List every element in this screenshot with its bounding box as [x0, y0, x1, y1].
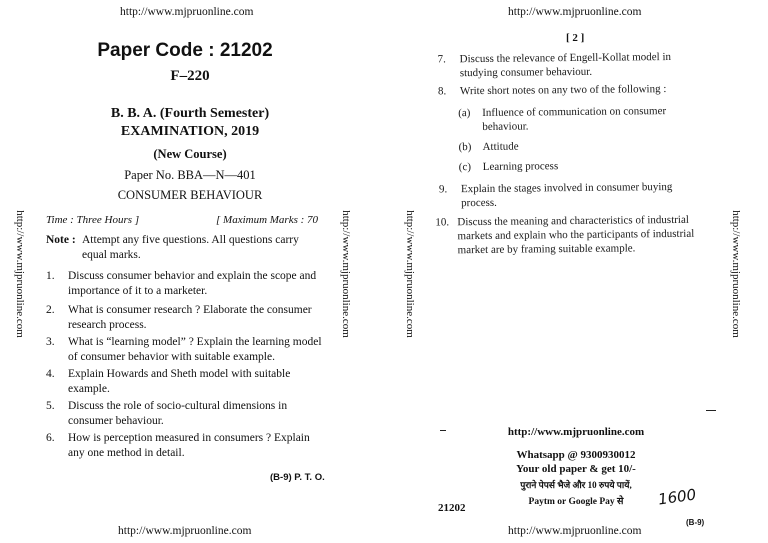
sub-item-label: (b) [458, 141, 472, 154]
question-number: 1. [46, 270, 55, 282]
question-10 [435, 213, 725, 257]
right-footer-code: 21202 [438, 502, 466, 514]
question-number: 2. [46, 304, 55, 316]
promo-hindi: पुराने पेपर्स भैजे और 10 रुपये पायें, [520, 480, 632, 490]
sub-item-text: Influence of communication on consumer [482, 105, 667, 119]
question-text-line: How is perception measured in consumers ? Explain [68, 432, 310, 444]
question-text-line: example. [68, 383, 110, 395]
sub-item-b [458, 138, 729, 154]
sub-item-text: behaviour. [482, 120, 529, 133]
question-number: 9. [438, 183, 448, 196]
note-label: Note : [46, 234, 76, 246]
question-number: 10. [435, 216, 450, 229]
question-text-line: Discuss the relevance of Engell-Kollat model in [459, 50, 672, 66]
question-text-line: importance of it to a marketer. [68, 285, 208, 297]
sub-item-text: Attitude [482, 140, 519, 153]
right-footer-series: (B-9) [686, 518, 705, 527]
course-title: B. B. A. (Fourth Semester) [110, 106, 270, 121]
question-number: 3. [46, 336, 55, 348]
course-type: (New Course) [153, 147, 227, 161]
promo-offer: Your old paper & get 10/- [516, 463, 636, 475]
question-number: 7. [437, 53, 446, 66]
question-number: 6. [46, 432, 55, 444]
question-9 [438, 180, 729, 210]
question-text-line: market are by framing suitable example. [457, 242, 636, 257]
question-number: 8. [437, 85, 447, 98]
bottom-url-left: http://www.mjpruonline.com [118, 525, 252, 537]
bottom-url-right: http://www.mjpruonline.com [508, 525, 642, 537]
question-text-line: Write short notes on any two of the following : [459, 83, 667, 98]
question-8 [437, 82, 728, 98]
side-url-far-left: http://www.mjpruonline.com [14, 210, 26, 338]
question-number: 4. [46, 368, 55, 380]
question-7 [437, 50, 728, 80]
sub-item-label: (c) [458, 161, 472, 174]
left-footer-code: (B-9) P. T. O. [270, 472, 325, 483]
exam-title: EXAMINATION, 2019 [120, 124, 260, 139]
question-text-line: of consumer behavior with suitable example. [68, 351, 275, 363]
paper-code: Paper Code : 21202 [97, 40, 273, 61]
time-label: Time : Three Hours ] [46, 214, 140, 226]
sub-item-a [458, 104, 728, 133]
question-text-line: studying consumer behaviour. [459, 65, 593, 80]
question-text-line: Explain the stages involved in consumer buying [460, 180, 673, 196]
promo-url: http://www.mjpruonline.com [507, 426, 645, 438]
note-text-line-2: equal marks. [82, 249, 141, 261]
question-text-line: any one method in detail. [68, 447, 185, 459]
form-code: F–220 [170, 68, 210, 84]
question-text-line: Explain Howards and Sheth model with suitable [68, 368, 291, 380]
sub-item-text: Learning process [482, 160, 559, 173]
side-url-right-center: http://www.mjpruonline.com [404, 210, 416, 338]
sub-item-label: (a) [458, 107, 471, 120]
handwritten-amount: 1600 [656, 485, 698, 509]
top-url-right: http://www.mjpruonline.com [508, 6, 642, 18]
question-text-line: markets and explain who the participants of industrial [457, 227, 695, 243]
question-text-line: What is “learning model” ? Explain the learning model [68, 336, 322, 348]
side-url-left-center: http://www.mjpruonline.com [340, 210, 352, 338]
question-text-line: Discuss consumer behavior and explain the scope and [68, 270, 317, 282]
question-text-line: Discuss the role of socio-cultural dimensions in [68, 400, 288, 412]
stray-mark [440, 430, 446, 431]
question-text-line: process. [461, 196, 497, 210]
question-text-line: Discuss the meaning and characteristics of industrial [457, 213, 689, 229]
page-number: [ 2 ] [566, 32, 585, 44]
top-url-left: http://www.mjpruonline.com [120, 6, 254, 18]
question-number: 5. [46, 400, 55, 412]
promo-payment: Paytm or Google Pay से [528, 497, 624, 507]
stray-mark [706, 410, 716, 411]
question-text-line: consumer behaviour. [68, 415, 164, 427]
question-text-line: research process. [68, 319, 147, 331]
side-url-far-right: http://www.mjpruonline.com [730, 210, 742, 338]
note-text-line-1: Attempt any five questions. All questions carry [82, 234, 299, 246]
max-marks-label: [ Maximum Marks : 70 [216, 214, 319, 226]
sub-item-c [458, 158, 729, 174]
paper-number: Paper No. BBA—N—401 [124, 168, 256, 182]
subject-title: CONSUMER BEHAVIOUR [117, 188, 263, 202]
promo-whatsapp: Whatsapp @ 9300930012 [516, 449, 636, 461]
question-text-line: What is consumer research ? Elaborate the consumer [68, 304, 312, 316]
